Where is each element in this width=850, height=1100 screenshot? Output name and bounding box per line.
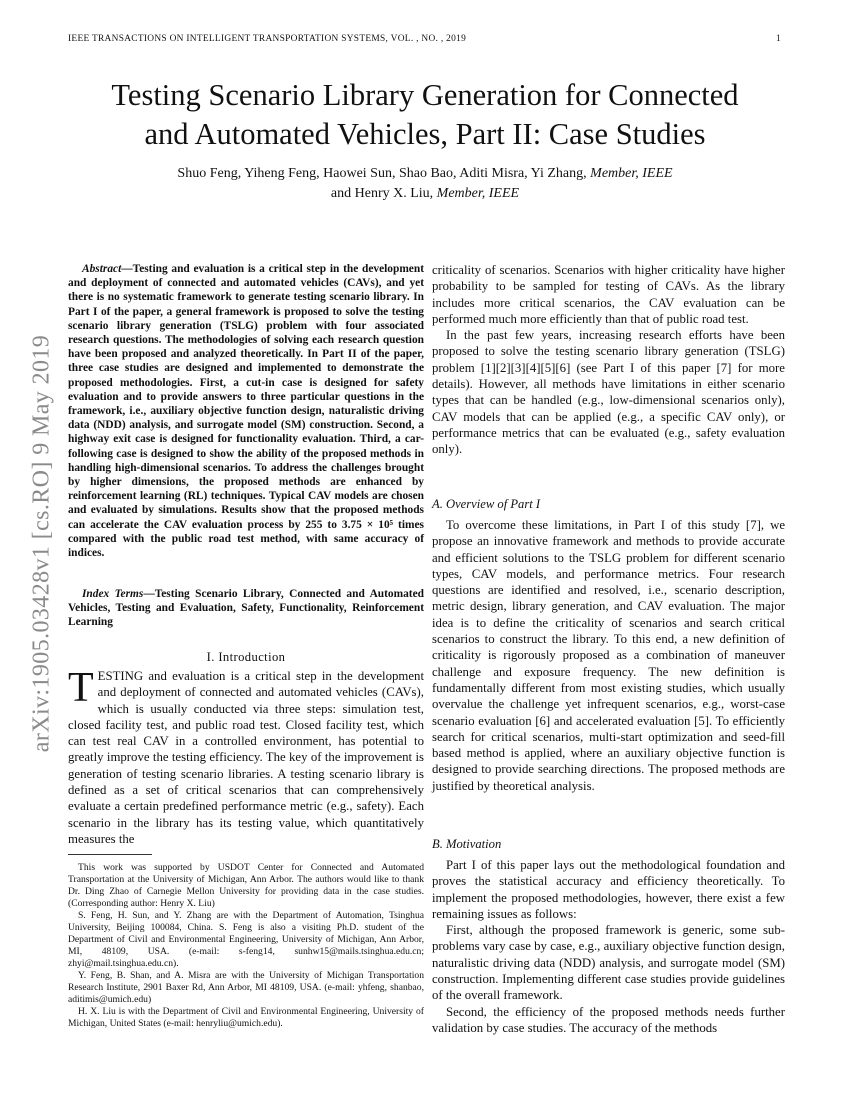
abstract [68, 262, 424, 560]
index-terms-text: —Testing Scenario Library, Connected and Automated Vehicles, Testing and Evaluation, Safety, Functionality, Reinforcement Learning [68, 588, 424, 629]
index-terms [68, 587, 424, 630]
author-names: and Henry X. Liu, [330, 186, 434, 201]
paragraph: Part I of this paper lays out the methodological foundation and proves the statistical accuracy and efficiency theoretically. To implement the proposed methodologies, however, there exist a few remaining issues as follows: [432, 858, 785, 921]
right-column-top [432, 262, 785, 458]
subsection-heading: B. Motivation [432, 837, 502, 851]
title-line-2: and Automated Vehicles, Part II: Case Studies [144, 117, 706, 151]
arxiv-stamp: arXiv:1905.03428v1 [cs.RO] 9 May 2019 [28, 334, 55, 753]
abstract-label: Abstract [82, 263, 122, 275]
paragraph: criticality of scenarios. Scenarios with higher criticality have higher probability to be sampled for testing of CAVs. As the library includes more critical scenarios, the CAV evaluation can be performed much more efficiently than that of public road test. [432, 263, 785, 326]
introduction-paragraph [68, 665, 424, 847]
page-number: 1 [776, 34, 781, 44]
subsection-heading: A. Overview of Part I [432, 497, 541, 511]
footnote: H. X. Liu is with the Department of Civil and Environmental Engineering, University of Michigan, United States (e-mail: henryliu@umich.edu). [68, 1006, 424, 1029]
paragraph: To overcome these limitations, in Part I of this study [7], we propose an innovative framework and methods to provide accurate and efficient solutions to the TSLG problem for different scenario types, CAV models, and performance metrics. Four research questions are identified and resolved, i.e., scenario description, metric design, library generation, and CAV evaluation. The major idea is to define the criticality of scenarios and search critical scenarios to construct the library. To this end, a new definition of criticality is rigorously proposed as a combination of maneuver challenge and exposure frequency. The new definition is fundamentally different from most existing studies, which usually overvalue the challenge yet infrequent scenarios, e.g., worst-case scenario evaluation [6] and accelerated evaluation [5]. To efficiently search for critical scenarios, multi-start optimization and seed-fill based method is applied, where an auxiliary objective function is designed to provide searching directions. The proposed methods are justified by theoretical analysis. [432, 518, 785, 793]
footnote: Y. Feng, B. Shan, and A. Misra are with the University of Michigan Transportation Research Institute, 2901 Baxer Rd, Ann Arbor, MI 48109, USA. (e-mail: yhfeng, shanbao, aditimis@umich.edu) [68, 970, 424, 1005]
authors-line-1 [60, 164, 790, 184]
abstract-text: —Testing and evaluation is a critical step in the development and deployment of connected and automated vehicles (CAVs), and yet there is no systematic framework to generate testing scenario library. In Part I of the paper, a general framework is proposed to solve the testing scenario library generation (TSLG) problem with four associated research questions. The methodologies of solving each research question have been proposed and analyzed theoretically. In Part II of the paper, three case studies are designed and implemented to demonstrate the proposed methodologies. First, a cut-in case is designed for safety evaluation and to provide answers to three particular questions in the framework, i.e., auxiliary objective function design, naturalistic driving data (NDD) analysis, and surrogate model (SM) construction. Second, a highway exit case is designed for functionality evaluation. Third, a car-following case is designed to show the ability of the proposed methods in handling high-dimensional scenarios. To address the challenges brought by higher dimensions, the proposed methods are enhanced by reinforcement learning (RL) techniques. Typical CAV models are chosen and evaluated by simulations. Results show that the proposed methods can accelerate the CAV evaluation process by 255 to 3.75 × 10⁵ times compared with the public road test method, with same accuracy of indices. [68, 263, 424, 560]
first-word: ESTING [97, 669, 144, 683]
footnote-rule [68, 854, 152, 855]
paragraph: In the past few years, increasing research efforts have been proposed to solve the testing scenario library generation (TSLG) problem [1][2][3][4][5][6] (see Part I of this paper [7] for more details). However, all methods have limitations in either scenario types that can be handled (e.g., low-dimensional scenarios only), CAV models that can be applied (e.g., a specific CAV only), or performance metrics that can be evaluated (e.g., safety evaluation only). [432, 328, 785, 457]
drop-cap: T [68, 665, 94, 711]
footnote: S. Feng, H. Sun, and Y. Zhang are with the Department of Automation, Tsinghua University, Beijing 100084, China. S. Feng is also a visiting Ph.D. student of the Department of Civil and Environmental Engineering, University of Michigan, Ann Arbor, MI, 48109, USA. (e-mail: s-feng14, sunhw15@mails.tsinghua.edu.cn; zhyi@mail.tsinghua.edu.cn). [68, 910, 424, 969]
title-line-1: Testing Scenario Library Generation for Connected [111, 78, 739, 112]
paper-title [40, 76, 810, 154]
footnote: This work was supported by USDOT Center for Connected and Automated Transportation at the University of Michigan, Ann Arbor. The authors would like to thank Dr. Ding Zhao of Carnegie Mellon University for providing data in the case studies. (Corresponding author: Henry X. Liu) [68, 862, 424, 909]
running-header: IEEE TRANSACTIONS ON INTELLIGENT TRANSPORTATION SYSTEMS, VOL. , NO. , 2019 [68, 34, 467, 44]
author-role: Member, IEEE [436, 186, 520, 201]
paragraph: First, although the proposed framework is generic, some sub-problems vary case by case, e.g., auxiliary objective function design, naturalistic driving data (NDD) analysis, and surrogate model (SM) construction. Implementing different case studies provide guidelines of the overall framework. [432, 923, 785, 1003]
overview-section [432, 517, 785, 794]
author-list [60, 164, 790, 204]
section-heading: I. Introduction [206, 650, 286, 664]
authors-line-2 [60, 184, 790, 204]
index-terms-label: Index Terms [82, 588, 144, 600]
motivation-section [432, 857, 785, 1036]
footnotes [68, 862, 424, 1030]
author-role: Member, IEEE [590, 166, 673, 181]
intro-text: and evaluation is a critical step in the development and deployment of connected and automated vehicles (CAVs), which is usually conducted via three steps: simulation test, closed facility test, and public road test. Closed facility test, which can test real CAV in a controlled environment, has potential to greatly improve the testing efficiency. The key of the improvement is generation of testing scenario libraries. A testing scenario library is defined as a set of critical scenarios that can comprehensively evaluate a certain predefined performance metric (e.g., safety). Each scenario in the library has its testing value, which quantitatively measures the [68, 669, 424, 846]
author-names: Shuo Feng, Yiheng Feng, Haowei Sun, Shao Bao, Aditi Misra, Yi Zhang, [177, 166, 587, 181]
paragraph: Second, the efficiency of the proposed methods needs further validation by case studies. The accuracy of the methods [432, 1004, 785, 1035]
